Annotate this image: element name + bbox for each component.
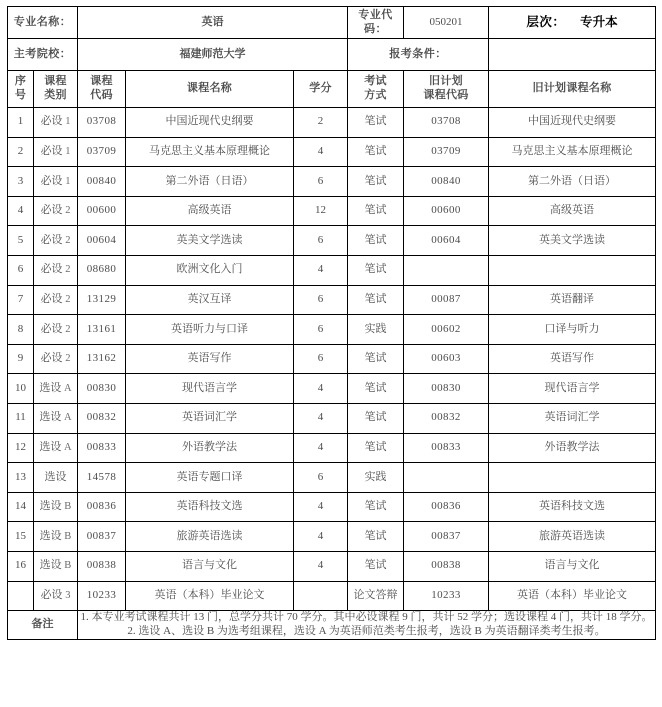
exam-plan-table — [7, 6, 656, 640]
apply-condition-value — [489, 39, 656, 71]
cell-code: 00604 — [78, 226, 126, 256]
cell-old-code: 03709 — [404, 137, 489, 167]
cell-name: 第二外语（日语） — [126, 167, 294, 197]
cell-name: 英美文学选读 — [126, 226, 294, 256]
level-label: 层次： — [526, 14, 566, 29]
cell-name: 英语写作 — [126, 344, 294, 374]
host-school-label: 主考院校： — [8, 39, 78, 71]
cell-code: 03709 — [78, 137, 126, 167]
cell-category: 必设 1 — [34, 108, 78, 138]
cell-seq: 6 — [8, 255, 34, 285]
cell-old-name: 英美文学选读 — [489, 226, 656, 256]
cell-mode: 笔试 — [348, 551, 404, 581]
cell-seq: 2 — [8, 137, 34, 167]
cell-seq: 7 — [8, 285, 34, 315]
cell-credit — [294, 581, 348, 611]
cell-code: 03708 — [78, 108, 126, 138]
cell-seq — [8, 581, 34, 611]
cell-credit: 2 — [294, 108, 348, 138]
cell-old-code: 00836 — [404, 492, 489, 522]
cell-code: 13162 — [78, 344, 126, 374]
column-header-old-code — [404, 71, 489, 108]
cell-category: 必设 1 — [34, 137, 78, 167]
cell-category: 必设 2 — [34, 285, 78, 315]
column-header-seq-line1: 序号 — [14, 75, 27, 101]
column-header-code — [78, 71, 126, 108]
column-header-mode-line1: 考试 — [364, 75, 387, 88]
cell-old-name: 口译与听力 — [489, 315, 656, 345]
cell-category: 必设 2 — [34, 196, 78, 226]
level-value: 专升本 — [580, 14, 618, 29]
column-header-code-line1: 课程 — [90, 75, 113, 88]
cell-seq: 3 — [8, 167, 34, 197]
cell-old-code — [404, 463, 489, 493]
cell-seq: 4 — [8, 196, 34, 226]
table-row — [8, 522, 656, 552]
cell-category: 必设 2 — [34, 344, 78, 374]
remark-line-1: 1. 本专业考试课程共计 13 门，总学分共计 70 学分。其中必设课程 9 门，共计 52 学分；选设课程 4 门，共计 18 学分。 — [80, 611, 653, 624]
cell-old-code: 00087 — [404, 285, 489, 315]
table-row — [8, 167, 656, 197]
cell-category: 选设 A — [34, 433, 78, 463]
cell-category: 必设 3 — [34, 581, 78, 611]
cell-code: 14578 — [78, 463, 126, 493]
cell-seq: 9 — [8, 344, 34, 374]
cell-old-name — [489, 463, 656, 493]
table-row — [8, 374, 656, 404]
cell-old-name: 英语翻译 — [489, 285, 656, 315]
cell-mode: 笔试 — [348, 167, 404, 197]
remark-label: 备注 — [8, 611, 78, 640]
cell-credit: 4 — [294, 433, 348, 463]
table-row — [8, 226, 656, 256]
cell-old-code: 00830 — [404, 374, 489, 404]
cell-mode: 笔试 — [348, 255, 404, 285]
cell-seq: 8 — [8, 315, 34, 345]
cell-name: 语言与文化 — [126, 551, 294, 581]
cell-old-code: 03708 — [404, 108, 489, 138]
cell-seq: 13 — [8, 463, 34, 493]
cell-credit: 6 — [294, 344, 348, 374]
cell-category: 必设 2 — [34, 226, 78, 256]
cell-name: 欧洲文化入门 — [126, 255, 294, 285]
major-code-value: 050201 — [404, 7, 489, 39]
cell-credit: 6 — [294, 167, 348, 197]
cell-old-code: 00603 — [404, 344, 489, 374]
cell-old-code: 00604 — [404, 226, 489, 256]
cell-old-name: 中国近现代史纲要 — [489, 108, 656, 138]
cell-name: 英语科技文选 — [126, 492, 294, 522]
cell-code: 08680 — [78, 255, 126, 285]
major-name-label: 专业名称： — [8, 7, 78, 39]
remark-body — [78, 611, 656, 640]
cell-mode: 笔试 — [348, 285, 404, 315]
host-school-value: 福建师范大学 — [78, 39, 348, 71]
table-row — [8, 492, 656, 522]
major-code-label: 专业代码： — [348, 7, 404, 39]
cell-seq: 5 — [8, 226, 34, 256]
cell-mode: 实践 — [348, 315, 404, 345]
cell-name: 现代语言学 — [126, 374, 294, 404]
cell-mode: 笔试 — [348, 108, 404, 138]
cell-credit: 4 — [294, 492, 348, 522]
table-row — [8, 344, 656, 374]
cell-category: 选设 B — [34, 551, 78, 581]
cell-old-name: 现代语言学 — [489, 374, 656, 404]
cell-name: 英语专题口译 — [126, 463, 294, 493]
cell-old-name: 高级英语 — [489, 196, 656, 226]
table-row — [8, 403, 656, 433]
column-header-credit — [294, 71, 348, 108]
cell-old-code: 10233 — [404, 581, 489, 611]
cell-old-name: 英语（本科）毕业论文 — [489, 581, 656, 611]
cell-code: 00838 — [78, 551, 126, 581]
remark-line-2: 2. 选设 A、选设 B 为选考组课程，选设 A 为英语师范类考生报考，选设 B 为英语翻译类考生报考。 — [127, 624, 606, 637]
cell-seq: 1 — [8, 108, 34, 138]
cell-mode: 笔试 — [348, 196, 404, 226]
apply-condition-label: 报考条件： — [348, 39, 489, 71]
table-row — [8, 285, 656, 315]
cell-mode: 笔试 — [348, 492, 404, 522]
column-header-old-code-line2: 课程代码 — [423, 89, 469, 101]
cell-credit: 6 — [294, 285, 348, 315]
cell-old-name: 英语科技文选 — [489, 492, 656, 522]
cell-old-code: 00833 — [404, 433, 489, 463]
cell-credit: 4 — [294, 522, 348, 552]
column-header-name-line1: 课程名称 — [186, 82, 233, 95]
column-header-category-line1: 课程 — [44, 75, 67, 88]
cell-category: 选设 B — [34, 492, 78, 522]
cell-code: 00837 — [78, 522, 126, 552]
column-header-mode — [348, 71, 404, 108]
cell-mode: 笔试 — [348, 433, 404, 463]
cell-name: 高级英语 — [126, 196, 294, 226]
cell-credit: 6 — [294, 463, 348, 493]
cell-old-name: 第二外语（日语） — [489, 167, 656, 197]
school-info-row — [8, 39, 656, 71]
cell-category: 选设 — [34, 463, 78, 493]
table-row — [8, 581, 656, 611]
cell-credit: 4 — [294, 374, 348, 404]
cell-old-code: 00602 — [404, 315, 489, 345]
column-header-category — [34, 71, 78, 108]
cell-name: 英语听力与口译 — [126, 315, 294, 345]
cell-mode: 论文答辩 — [348, 581, 404, 611]
cell-code: 00840 — [78, 167, 126, 197]
cell-old-code: 00832 — [404, 403, 489, 433]
cell-seq: 12 — [8, 433, 34, 463]
table-row — [8, 137, 656, 167]
cell-old-code — [404, 255, 489, 285]
table-row — [8, 108, 656, 138]
cell-old-name: 语言与文化 — [489, 551, 656, 581]
cell-code: 10233 — [78, 581, 126, 611]
table-row — [8, 551, 656, 581]
cell-name: 英语词汇学 — [126, 403, 294, 433]
cell-seq: 10 — [8, 374, 34, 404]
cell-category: 必设 2 — [34, 255, 78, 285]
cell-category: 必设 2 — [34, 315, 78, 345]
cell-mode: 笔试 — [348, 403, 404, 433]
cell-code: 00832 — [78, 403, 126, 433]
column-header-old-name-line1: 旧计划课程名称 — [532, 82, 612, 95]
cell-credit: 6 — [294, 315, 348, 345]
cell-code: 00833 — [78, 433, 126, 463]
cell-mode: 笔试 — [348, 374, 404, 404]
cell-credit: 4 — [294, 403, 348, 433]
major-name-value: 英语 — [78, 7, 348, 39]
cell-name: 马克思主义基本原理概论 — [126, 137, 294, 167]
cell-old-name: 旅游英语选读 — [489, 522, 656, 552]
cell-code: 00600 — [78, 196, 126, 226]
cell-seq: 15 — [8, 522, 34, 552]
cell-name: 外语教学法 — [126, 433, 294, 463]
cell-code: 13129 — [78, 285, 126, 315]
cell-category: 选设 A — [34, 403, 78, 433]
cell-mode: 实践 — [348, 463, 404, 493]
cell-category: 必设 1 — [34, 167, 78, 197]
cell-category: 选设 A — [34, 374, 78, 404]
major-info-row — [8, 7, 656, 39]
cell-name: 英汉互译 — [126, 285, 294, 315]
remark-row — [8, 611, 656, 640]
cell-category: 选设 B — [34, 522, 78, 552]
cell-code: 00836 — [78, 492, 126, 522]
cell-old-name — [489, 255, 656, 285]
cell-old-name: 英语词汇学 — [489, 403, 656, 433]
cell-credit: 4 — [294, 255, 348, 285]
cell-mode: 笔试 — [348, 522, 404, 552]
table-column-header-row — [8, 71, 656, 108]
column-header-category-line2: 类别 — [44, 89, 67, 101]
cell-old-code: 00600 — [404, 196, 489, 226]
column-header-code-line2: 代码 — [90, 89, 113, 101]
cell-old-code: 00838 — [404, 551, 489, 581]
cell-mode: 笔试 — [348, 137, 404, 167]
cell-credit: 4 — [294, 137, 348, 167]
level-block — [489, 7, 656, 39]
column-header-old-code-line1: 旧计划 — [429, 75, 463, 88]
cell-code: 00830 — [78, 374, 126, 404]
table-row — [8, 196, 656, 226]
column-header-mode-line2: 方式 — [364, 89, 387, 101]
cell-seq: 11 — [8, 403, 34, 433]
column-header-seq — [8, 71, 34, 108]
cell-name: 中国近现代史纲要 — [126, 108, 294, 138]
cell-seq: 16 — [8, 551, 34, 581]
cell-seq: 14 — [8, 492, 34, 522]
cell-credit: 12 — [294, 196, 348, 226]
cell-old-name: 马克思主义基本原理概论 — [489, 137, 656, 167]
cell-credit: 4 — [294, 551, 348, 581]
cell-old-code: 00840 — [404, 167, 489, 197]
cell-name: 英语（本科）毕业论文 — [126, 581, 294, 611]
cell-mode: 笔试 — [348, 226, 404, 256]
cell-mode: 笔试 — [348, 344, 404, 374]
table-row — [8, 315, 656, 345]
table-row — [8, 433, 656, 463]
cell-credit: 6 — [294, 226, 348, 256]
table-row — [8, 463, 656, 493]
cell-old-code: 00837 — [404, 522, 489, 552]
cell-name: 旅游英语选读 — [126, 522, 294, 552]
column-header-credit-line1: 学分 — [309, 82, 332, 95]
column-header-name — [126, 71, 294, 108]
table-row — [8, 255, 656, 285]
cell-old-name: 外语教学法 — [489, 433, 656, 463]
column-header-old-name — [489, 71, 656, 108]
cell-old-name: 英语写作 — [489, 344, 656, 374]
cell-code: 13161 — [78, 315, 126, 345]
